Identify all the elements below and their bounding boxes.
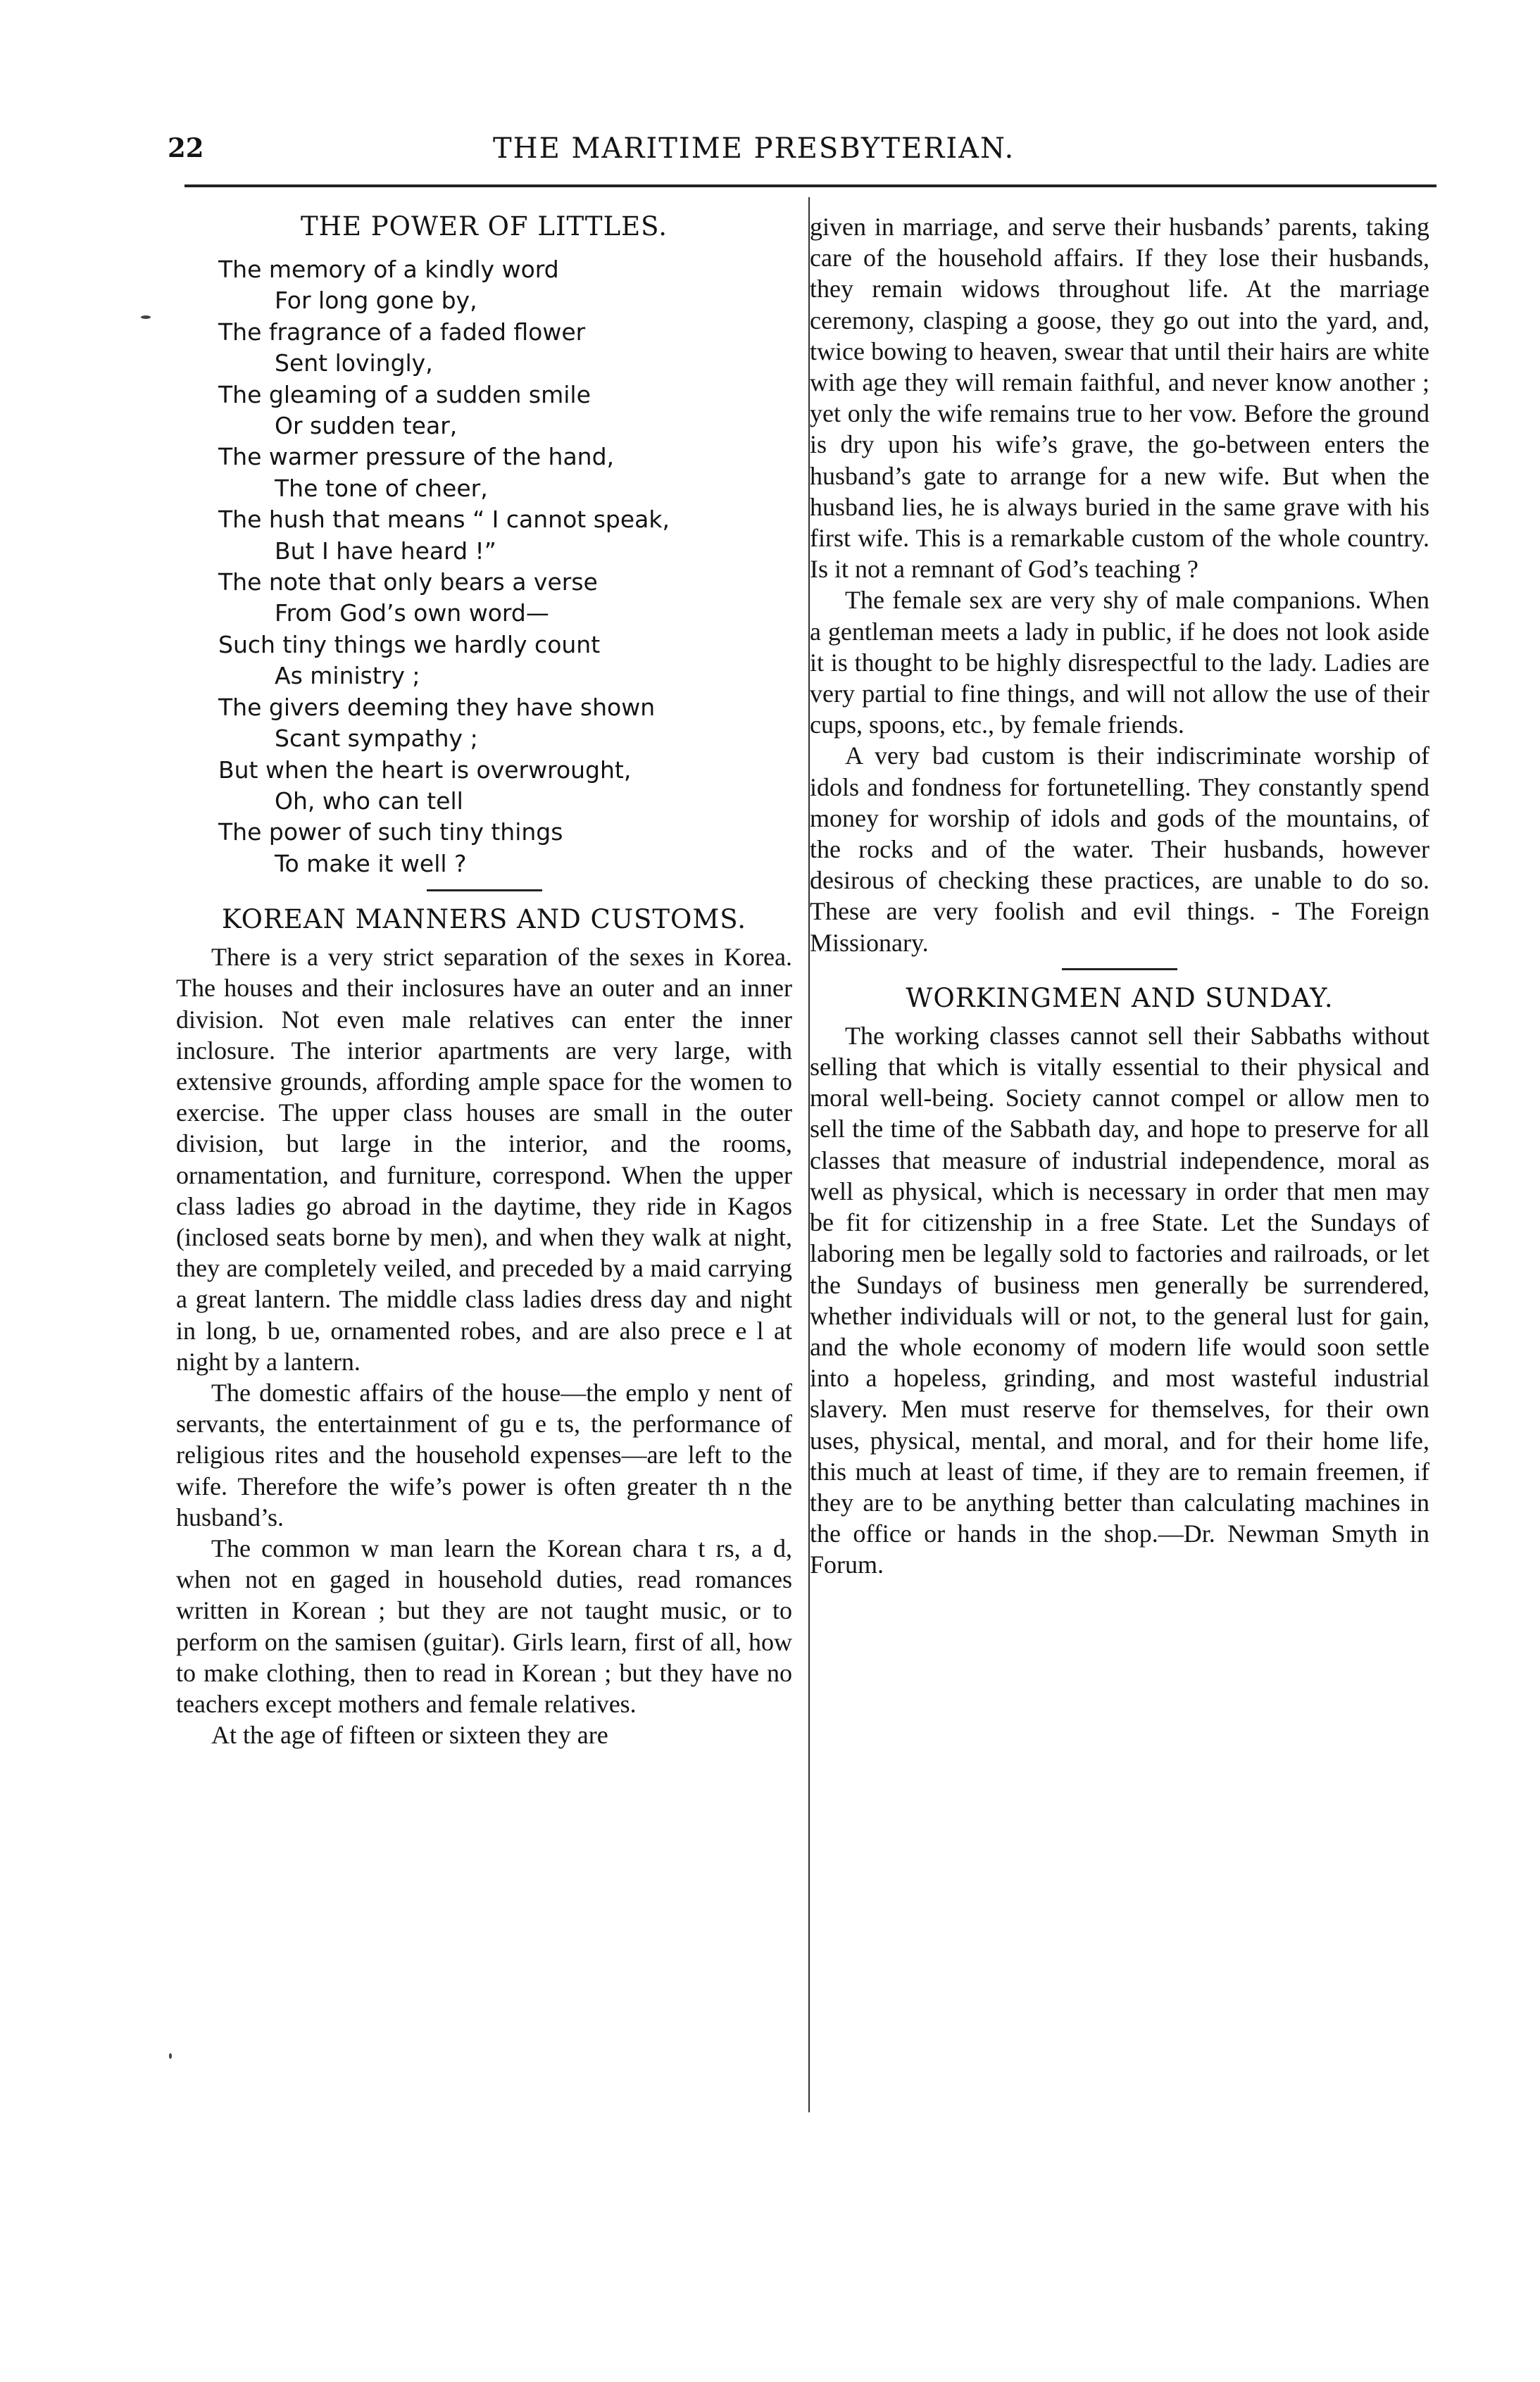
poem-line: Or sudden tear,: [275, 412, 458, 440]
poem-title: THE POWER OF LITTLES.: [301, 211, 668, 242]
article-paragraph: A very bad custom is their indiscriminate worship of idols and fondness for fortunetelling. They constantly spend money for worship of idols and gods of the mountains, of the rocks and of the water. Their husbands, however desirous of checking these practices, are unable to do so. These are very foolish and evil things. - The Foreign Missionary.: [810, 741, 1429, 957]
poem-line: To make it well ?: [275, 849, 467, 877]
poem-line: Scant sympathy ;: [275, 725, 478, 753]
poem-line: The hush that means “ I cannot speak,: [218, 506, 670, 534]
section-divider: [427, 889, 542, 891]
left-column: [176, 211, 792, 1750]
article-paragraph: The working classes cannot sell their Sabbaths without selling that which is vitally essential to their physical and moral well-being. Society cannot compel or allow men to sell the time of the Sabbath day, and hope to preserve for all classes that measure of industrial independence, moral as well as physical, which is necessary in order that men may be fit for citizenship in a free State. Let the Sundays of laboring men be legally sold to factories and railroads, or let the Sundays of business men generally be surrendered, whether individuals will or not, to the general lust for gain, and the whole economy of modern life would soon settle into a hopeless, grinding, and most wasteful industrial slavery. Men must reserve for themselves, for their own uses, physical, mental, and moral, and for their home life, this much at least of time, if they are to remain freemen, if they are to be anything better than calculating machines in the office or hands in the shop.—Dr. Newman Smyth in Forum.: [810, 1021, 1429, 1579]
article-paragraph: There is a very strict separation of the sexes in Korea. The houses and their inclosures have an outer and an inner division. Not even male relatives can enter the inner inclosure. The interior apartments are very large, with extensive grounds, affording ample space for the women to exercise. The upper class houses are small in the outer division, but large in the interior, and the rooms, ornamentation, and furniture, correspond. When the upper class ladies go abroad in the daytime, they ride in Kagos (inclosed seats borne by men), and when they walk at night, they are completely veiled, and preceded by a maid carrying a great lantern. The middle class ladies dress day and night in long, b ue, ornamented robes, and are also prece e l at night by a lantern.: [176, 943, 792, 1376]
article-paragraph: The common w man learn the Korean chara t rs, a d, when not en gaged in household duties, read romances written in Korean ; but they are not taught music, or to perform on the samisen (guitar). Girls learn, first of all, how to make clothing, then to read in Korean ; but they have no teachers except mothers and female relatives.: [176, 1534, 792, 1718]
print-mark: [169, 2053, 172, 2059]
poem-line: The note that only bears a verse: [218, 568, 598, 596]
article-continuation: given in marriage, and serve their husbands’ parents, taking care of the household affairs. If they lose their husbands, they remain widows throughout life. At the marriage ceremony, clasping a goose, they go out into the yard, and, twice bowing to heaven, swear that until their hairs are white with age they will remain faithful, and never know another ; yet only the wife remains true to her vow. Before the ground is dry upon his wife’s grave, the go-between enters the husband’s gate to arrange for a new wife. But when the husband lies, he is always buried in the same grave with his first wife. This is a remarkable custom of the whole country. Is it not a remnant of God’s teaching ?: [810, 213, 1429, 584]
poem-line: The power of such tiny things: [218, 818, 563, 846]
article-paragraph: The female sex are very shy of male companions. When a gentleman meets a lady in public, if he does not look aside it is thought to be highly disrespectful to the lady. Ladies are very partial to fine things, and will not allow the use of their cups, spoons, etc., by female friends.: [810, 586, 1429, 739]
running-head: THE MARITIME PRESBYTERIAN.: [493, 132, 1015, 165]
poem-line: But when the heart is overwrought,: [218, 756, 632, 784]
article-paragraph: The domestic affairs of the house—the emplo y nent of servants, the entertainment of gu e ts, the performance of religious rites and the household expenses—are left to the wife. Therefore the wife’s power is often greater th n the husband’s.: [176, 1378, 792, 1531]
article-paragraph: At the age of fifteen or sixteen they are: [211, 1721, 608, 1750]
poem-line: The fragrance of a faded flower: [218, 318, 586, 346]
poem-line: The gleaming of a sudden smile: [218, 380, 591, 408]
header-rule: [184, 184, 1436, 187]
poem-line: Sent lovingly,: [275, 349, 433, 377]
poem-line: As ministry ;: [275, 662, 420, 690]
poem-line: Oh, who can tell: [275, 786, 463, 815]
print-mark: [141, 315, 151, 319]
poem-line: From God’s own word—: [275, 599, 549, 627]
poem-line: The givers deeming they have shown: [218, 693, 656, 721]
poem-line: Such tiny things we hardly count: [218, 630, 601, 658]
article-title-workingmen: WORKINGMEN AND SUNDAY.: [906, 982, 1334, 1013]
poem-line: The warmer pressure of the hand,: [218, 443, 615, 471]
poem-line: For long gone by,: [275, 287, 477, 315]
page-number: 22: [168, 132, 204, 163]
poem-line: The tone of cheer,: [275, 474, 488, 502]
article-title-korean: KOREAN MANNERS AND CUSTOMS.: [221, 904, 747, 935]
poem-line: But I have heard !”: [275, 537, 496, 565]
poem-line: The memory of a kindly word: [218, 256, 559, 283]
right-column: [810, 211, 1429, 1581]
section-divider: [1062, 968, 1177, 970]
poem: [176, 254, 792, 879]
